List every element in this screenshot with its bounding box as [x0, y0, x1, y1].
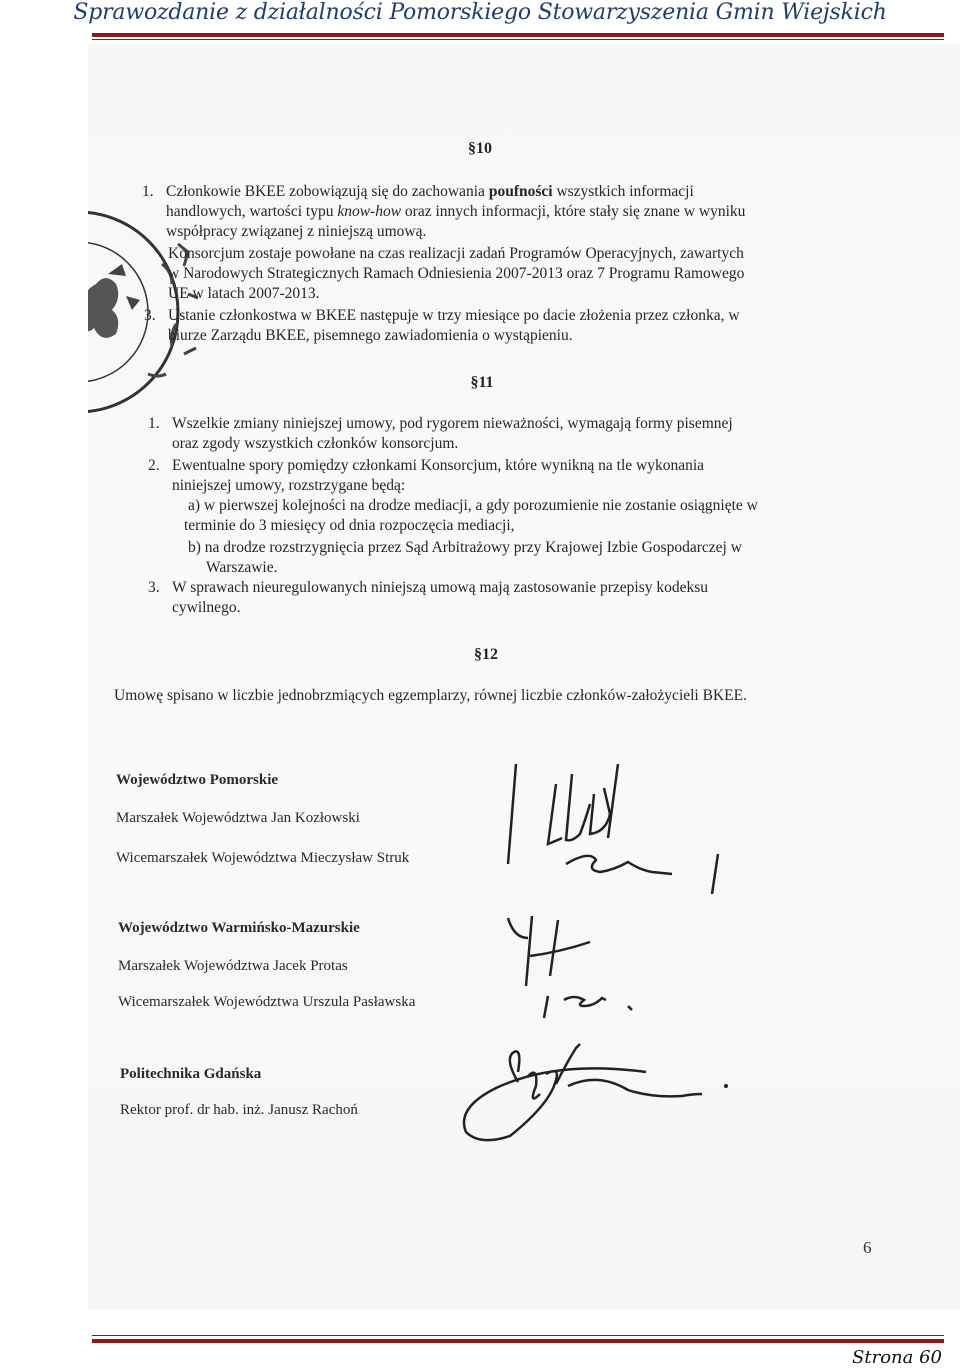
section-12-heading: §12 — [474, 646, 498, 663]
scanned-page — [88, 44, 960, 1310]
s10-item-2-line-2: w Narodowych Strategicznych Ramach Odniesienia 2007-2013 oraz 7 Programu Ramowego — [168, 265, 745, 282]
s11-item-2-a-line-1: a) w pierwszej kolejności na drodze mediacji, a gdy porozumienie nie zostanie osiągnięte w — [188, 497, 758, 514]
party-1-name: Województwo Pomorskie — [116, 772, 279, 788]
footer-rule-thick — [92, 1339, 944, 1343]
s11-item-2-b-line-2: Warszawie. — [206, 559, 278, 576]
agreement-document — [88, 44, 960, 1310]
s10-item-3-number: 3. — [144, 307, 156, 324]
s10-item-3-line-1: Ustanie członkostwa w BKEE następuje w trzy miesiące po dacie złożenia przez członka, w — [168, 307, 740, 324]
s11-item-2-point-b — [188, 538, 742, 578]
s11-item-1-number: 1. — [148, 415, 160, 432]
s11-item-2-b-line-1: b) na drodze rozstrzygnięcia przez Sąd Arbitrażowy przy Krajowej Izbie Gospodarczej w — [188, 539, 742, 556]
footer-rule-thin — [92, 1335, 944, 1336]
s10-item-1 — [142, 182, 746, 242]
s11-item-3-line-1: W sprawach nieuregulowanych niniejszą umową mają zastosowanie przepisy kodeksu — [172, 579, 709, 596]
s11-item-1-line-1: Wszelkie zmiany niniejszej umowy, pod rygorem nieważności, wymagają formy pisemnej — [172, 415, 733, 432]
s11-item-2-line-1: Ewentualne spory pomiędzy członkami Konsorcjum, które wynikną na tle wykonania — [172, 457, 705, 474]
s11-item-3-number: 3. — [148, 579, 160, 596]
s11-item-3-line-2: cywilnego. — [172, 599, 241, 616]
section-11-heading: §11 — [470, 374, 494, 391]
s11-item-2 — [148, 456, 705, 496]
s11-item-1-line-2: oraz zgody wszystkich członków konsorcjum. — [172, 435, 459, 452]
party-2-signatory-2: Wicemarszałek Województwa Urszula Pasławska — [118, 994, 416, 1010]
signature-kozlowski — [468, 754, 768, 894]
party-1-signatory-2: Wicemarszałek Województwa Mieczysław Struk — [116, 850, 410, 866]
s10-item-1-line-1: Członkowie BKEE zobowiązują się do zachowania poufności wszystkich informacji — [166, 183, 694, 200]
s11-item-3 — [148, 578, 709, 618]
scan-page-number: 6 — [863, 1238, 872, 1257]
s10-item-2-line-3: UE w latach 2007-2013. — [168, 285, 320, 302]
section-10-heading: §10 — [468, 140, 492, 157]
party-2-signatory-1: Marszałek Województwa Jacek Protas — [118, 958, 348, 974]
party-3-signatory-1: Rektor prof. dr hab. inż. Janusz Rachoń — [120, 1102, 358, 1118]
party-1-signatory-1: Marszałek Województwa Jan Kozłowski — [116, 810, 360, 826]
party-3-name: Politechnika Gdańska — [120, 1066, 262, 1082]
header-rule-thick — [92, 33, 944, 37]
s11-item-2-number: 2. — [148, 457, 160, 474]
s12-text: Umowę spisano w liczbie jednobrzmiących egzemplarzy, równej liczbie członków-założycieli BKEE. — [114, 687, 747, 704]
s11-item-2-point-a — [184, 496, 758, 536]
s11-item-1 — [148, 414, 733, 454]
s10-item-1-line-3: współpracy związanej z niniejszą umową. — [166, 223, 427, 240]
s10-item-3 — [144, 306, 740, 346]
s11-item-2-line-2: niniejszej umowy, rozstrzygane będą: — [172, 477, 406, 494]
s10-item-3-line-2: biurze Zarządu BKEE, pisemnego zawiadomienia o wystąpieniu. — [168, 327, 573, 344]
s10-item-2 — [168, 244, 744, 304]
s10-item-1-number: 1. — [142, 183, 154, 200]
s11-item-2-a-line-2: terminie do 3 miesięcy od dnia rozpoczęcia mediacji, — [184, 517, 515, 534]
header-title: Sprawozdanie z działalności Pomorskiego Stowarzyszenia Gmin Wiejskich — [73, 0, 887, 25]
footer-page-label: Strona 60 — [852, 1347, 942, 1368]
s10-item-2-line-1: Konsorcjum zostaje powołane na czas realizacji zadań Programów Operacyjnych, zawartych — [168, 245, 744, 262]
header-rule-thin — [92, 39, 944, 40]
signature-protas — [488, 906, 688, 1026]
party-2-name: Województwo Warmińsko-Mazurskie — [118, 920, 360, 936]
signature-rachon — [428, 1042, 768, 1172]
s10-item-1-line-2: handlowych, wartości typu know-how oraz innych informacji, które stały się znane w wyniku — [166, 203, 746, 220]
